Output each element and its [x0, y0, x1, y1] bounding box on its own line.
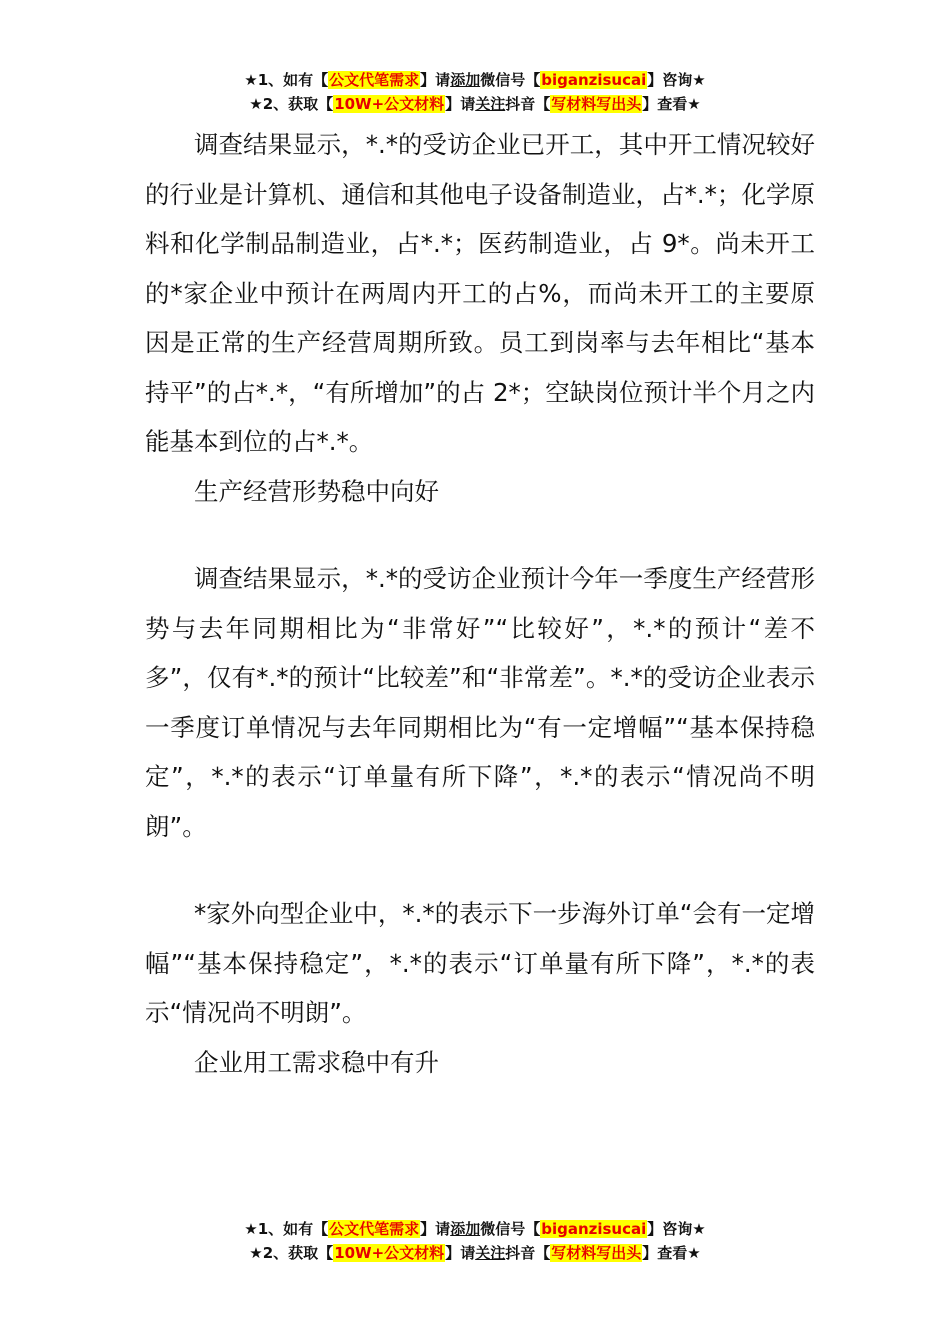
paragraph-survey-results: 调查结果显示，*.*的受访企业已开工，其中开工情况较好的行业是计算机、通信和其他电子设备制造业，占*.*；化学原料和化学制品制造业，占*.*；医药制造业，占 9*。尚未开工的*家企业中预计在两周内开工的占%，而尚未开工的主要原因是正常的生产经营周期所致。员工到岗率与去年相比“基本持平”的占*.*，“有所增加”的占 2*；空缺岗位预计半个月之内能基本到位的占*.*。 [145, 130, 815, 456]
promo-highlight-materials: 10W+公文材料 [334, 95, 445, 113]
promo-header-line-2 [0, 92, 950, 116]
promo-text: ★2、获取【 [249, 95, 334, 113]
promo-highlight-douyin-id: 写材料写出头 [551, 1244, 642, 1262]
promo-text: 】咨询★ [647, 71, 706, 89]
promo-highlight-service: 公文代笔需求 [329, 1220, 420, 1238]
promo-text: 微信号【 [480, 71, 541, 89]
document-body [145, 120, 815, 1087]
promo-footer-line-1 [0, 1217, 950, 1241]
promo-text: 】请 [420, 1220, 451, 1238]
promo-underlined-text: 添加 [450, 71, 481, 89]
promo-text: 】请 [445, 95, 476, 113]
promo-text: 抖音【 [505, 1244, 551, 1262]
promo-highlight-douyin-id: 写材料写出头 [551, 95, 642, 113]
section-heading-employment: 企业用工需求稳中有升 [194, 1047, 439, 1077]
promo-text: 】请 [445, 1244, 476, 1262]
promo-highlight-wechat-id: biganzisucai [541, 1220, 647, 1238]
promo-header-line-1 [0, 68, 950, 92]
promo-text: 微信号【 [480, 1220, 541, 1238]
paragraph-production-outlook: 调查结果显示，*.*的受访企业预计今年一季度生产经营形势与去年同期相比为“非常好”“比较好”，*.*的预计“差不多”，仅有*.*的预计“比较差”和“非常差”。*.*的受访企业表示一季度订单情况与去年同期相比为“有一定增幅”“基本保持稳定”，*.*的表示“订单量有所下降”，*.*的表示“情况尚不明朗”。 [145, 564, 815, 841]
promo-underlined-text: 关注 [475, 95, 506, 113]
paragraph-export-orders: *家外向型企业中，*.*的表示下一步海外订单“会有一定增幅”“基本保持稳定”，*.*的表示“订单量有所下降”，*.*的表示“情况尚不明朗”。 [145, 899, 815, 1027]
promo-underlined-text: 关注 [475, 1244, 506, 1262]
promo-text: ★2、获取【 [249, 1244, 334, 1262]
promo-header [0, 68, 950, 116]
promo-footer-line-2 [0, 1241, 950, 1265]
promo-text: 】请 [420, 71, 451, 89]
promo-highlight-service: 公文代笔需求 [329, 71, 420, 89]
promo-text: 】咨询★ [647, 1220, 706, 1238]
promo-highlight-materials: 10W+公文材料 [334, 1244, 445, 1262]
section-heading-production: 生产经营形势稳中向好 [194, 476, 439, 506]
promo-footer [0, 1217, 950, 1265]
promo-text: ★1、如有【 [244, 71, 329, 89]
promo-text: 抖音【 [505, 95, 551, 113]
promo-text: ★1、如有【 [244, 1220, 329, 1238]
promo-underlined-text: 添加 [450, 1220, 481, 1238]
promo-text: 】查看★ [642, 1244, 701, 1262]
promo-text: 】查看★ [642, 95, 701, 113]
promo-highlight-wechat-id: biganzisucai [541, 71, 647, 89]
